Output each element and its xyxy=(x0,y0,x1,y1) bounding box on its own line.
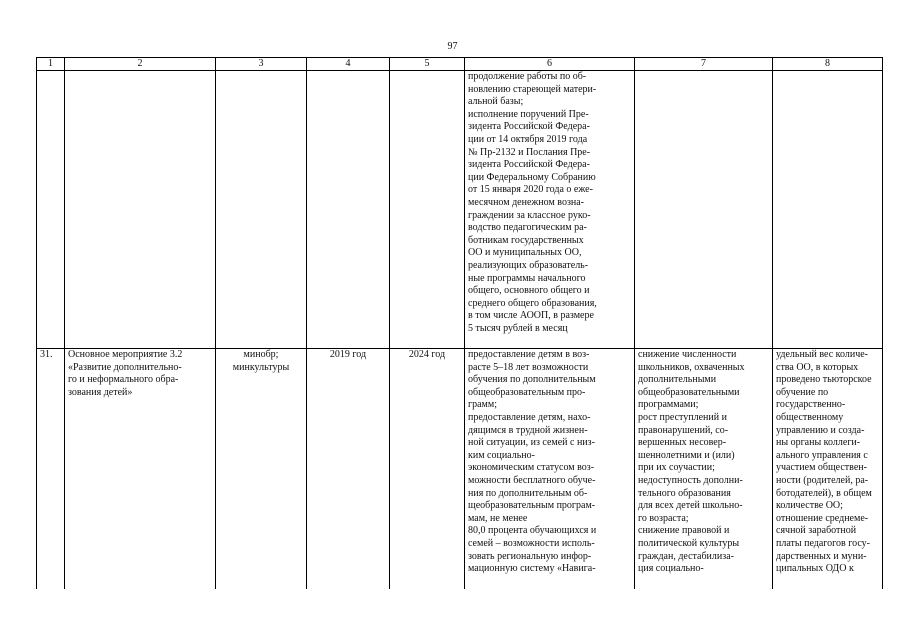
cell-indicators xyxy=(773,71,883,349)
cell-consequences: снижение численности школьников, охваченных дополнительными общеобразовательными программами; рост преступлений и правонарушений, со- вершенных несовер- шеннолетними и (или) при их соучастии; недоступность дополни- тельного образования для всех детей школьно- го возраста; снижение правовой и политической культуры граждан, дестабилиза- ция социально- xyxy=(635,349,773,589)
cell-result: продолжение работы по об- новлению стареющей матери- альной базы; исполнение поручений Пре- зидента Российской Федера- ции от 14 октября 2019 года № Пр-2132 и Послания Пре- зидента Российской Федера- ции Федеральному Собранию от 15 января 2020 года о еже- месячном денежном возна- граждении за классное руко- водство педагогическим ра- ботникам государственных ОО и муниципальных ОО, реализующих образователь- ные программы начального общего, основного общего и среднего общего образования, в том числе АООП, в размере 5 тысяч рублей в месяц xyxy=(465,71,635,349)
cell-end: 2024 год xyxy=(390,349,465,589)
cell-start: 2019 год xyxy=(307,349,390,589)
col-header-3: 3 xyxy=(216,58,307,71)
cell-start xyxy=(307,71,390,349)
table-row xyxy=(37,71,883,349)
cell-end xyxy=(390,71,465,349)
table-row xyxy=(37,349,883,589)
cell-executor xyxy=(216,71,307,349)
cell-result: предоставление детям в воз- расте 5–18 лет возможности обучения по дополнительным общеобразовательным про- грамм; предоставление детям, нахо- дящимся в трудной жизнен- ной ситуации, из семей с низ- ким социально- экономическим статусом воз- можности бесплатного обуче- ния по дополнительным об- щеобразовательным програм- мам, не менее 80,0 процента обучающихся и семей – возможности исполь- зовать региональную инфор- мационную систему «Навига- xyxy=(465,349,635,589)
col-header-1: 1 xyxy=(37,58,65,71)
cell-consequences xyxy=(635,71,773,349)
cell-num: 31. xyxy=(37,349,65,589)
col-header-6: 6 xyxy=(465,58,635,71)
page-number: 97 xyxy=(447,41,458,52)
program-table xyxy=(36,57,883,589)
cell-event: Основное мероприятие 3.2 «Развитие дополнительно- го и неформального обра- зования детей» xyxy=(65,349,216,589)
cell-executor: минобр; минкультуры xyxy=(216,349,307,589)
cell-num xyxy=(37,71,65,349)
header-row xyxy=(37,58,883,71)
col-header-2: 2 xyxy=(65,58,216,71)
cell-event xyxy=(65,71,216,349)
col-header-8: 8 xyxy=(773,58,883,71)
col-header-5: 5 xyxy=(390,58,465,71)
cell-indicators: удельный вес количе- ства ОО, в которых проведено тьюторское обучение по государственно- общественному управлению и созда- ны органы коллеги- ального управления с участием обществен- ности (родителей, ра- ботодателей), в общем количестве ОО; отношение среднеме- сячной заработной платы педагогов госу- дарственных и муни- ципальных ОДО к xyxy=(773,349,883,589)
col-header-4: 4 xyxy=(307,58,390,71)
col-header-7: 7 xyxy=(635,58,773,71)
